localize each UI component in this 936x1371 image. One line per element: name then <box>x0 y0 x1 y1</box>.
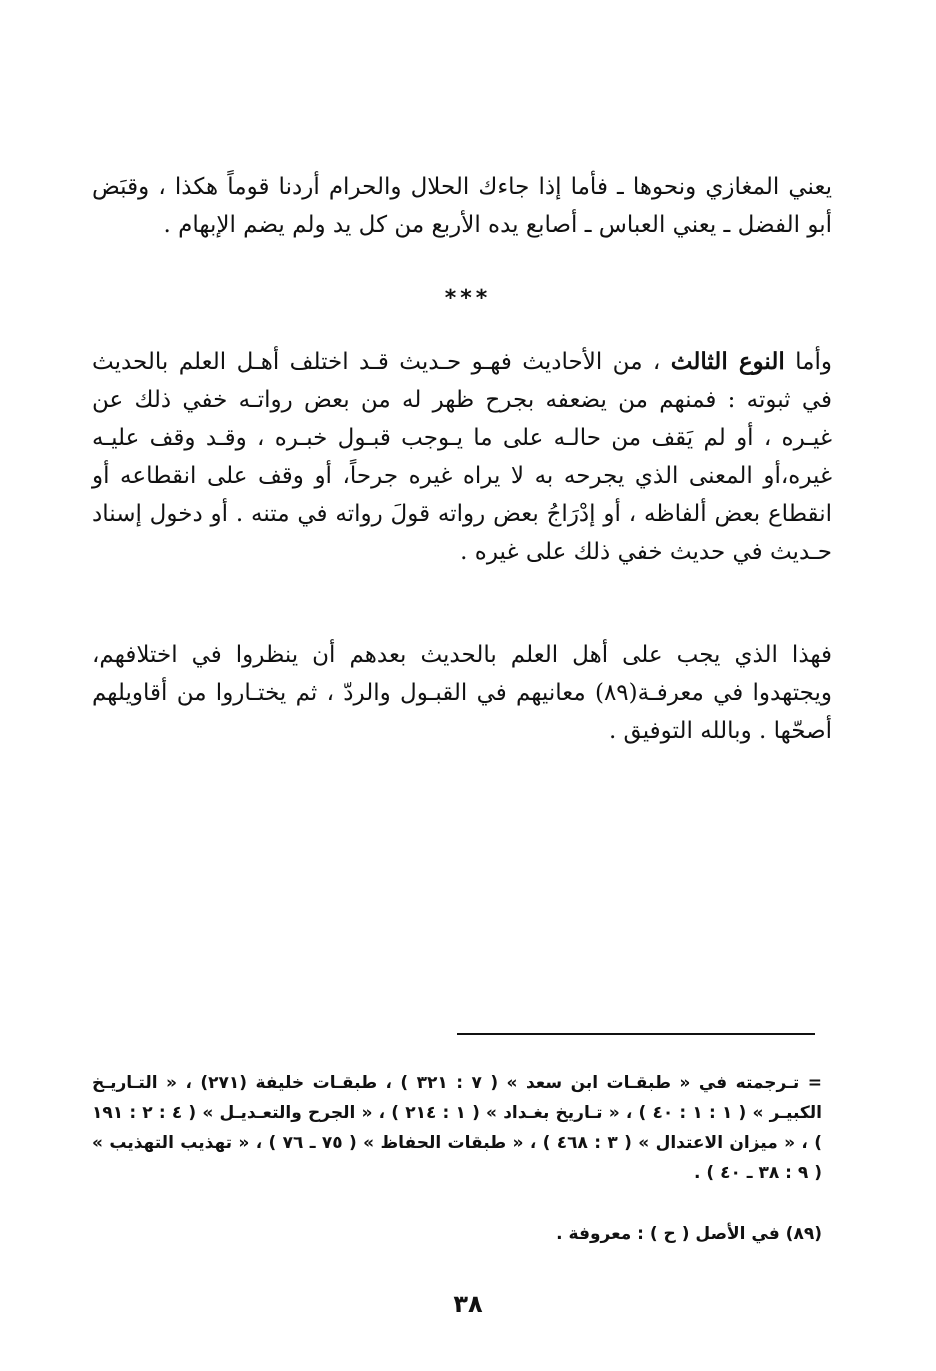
paragraph-3: فهذا الذي يجب على أهل العلم بالحديث بعدهم أن ينظروا في اختلافهم، ويجتهدوا في معرفـة(٨٩) معانيهم في القبـول والردّ ، ثم يختـاروا من أقاويلهم أصحّها . وبالله التوفيق . <box>92 642 832 744</box>
paragraph-2 <box>92 343 832 571</box>
paragraph-2-heading: النوع الثالث <box>670 348 785 375</box>
footnote-divider <box>457 1033 815 1035</box>
paragraph-2-body: ، من الأحاديث فهـو حـديث قـد اختلف أهـل العلم بالحديث في ثبوته : فمنهم من يضعفه بجرح ظهر له من بعض رواتـه خفي ذلك عن غيـره ، أو لم يَقف من حالـه على ما يـوجب قبـول خبـره ، وقـد وقف عليـه غيره،أو المعنى الذي يجرحه به لا يراه غيره جرحاً، أو وقف على انقطاعه أو انقطاع بعض ألفاظه ، أو إدْرَاجُ بعض رواته قولَ رواته في متنه . أو دخول إسناد حـديث في حديث خفي ذلك على غيره . <box>92 349 832 565</box>
paragraph-1: يعني المغازي ونحوها ـ فأما إذا جاءك الحلال والحرام أردنا قوماً هكذا ، وقبَض أبو الفضل ـ يعني العباس ـ أصابع يده الأربع من كل يد ولم يضم الإبهام . <box>92 174 832 238</box>
paragraph-2-lead: وأما <box>784 349 833 375</box>
footnote-89: (٨٩) في الأصل ( ح ) : معروفة . <box>556 1224 822 1244</box>
footnote-continuation: = تـرجمته في « طبقـات ابن سعد » ( ٧ : ٣٢١ ) ، طبقـات خليفة (٢٧١) ، « التـاريـخ الكبيـر » ( ١ : ١ : ٤٠ ) ، « تـاريخ بغـداد » ( ١ : ٢١٤ ) ، « الجرح والتعـديـل » ( ٤ : ٢ : ١٩١ ) ، « ميزان الاعتدال » ( ٣ : ٤٦٨ ) ، « طبقات الحفاظ » ( ٧٥ ـ ٧٦ ) ، « تهذيب التهذيب » ( ٩ : ٣٨ ـ ٤٠ ) . <box>92 1073 822 1183</box>
section-separator: *** <box>444 286 492 311</box>
page-number: ٣٨ <box>453 1290 483 1318</box>
